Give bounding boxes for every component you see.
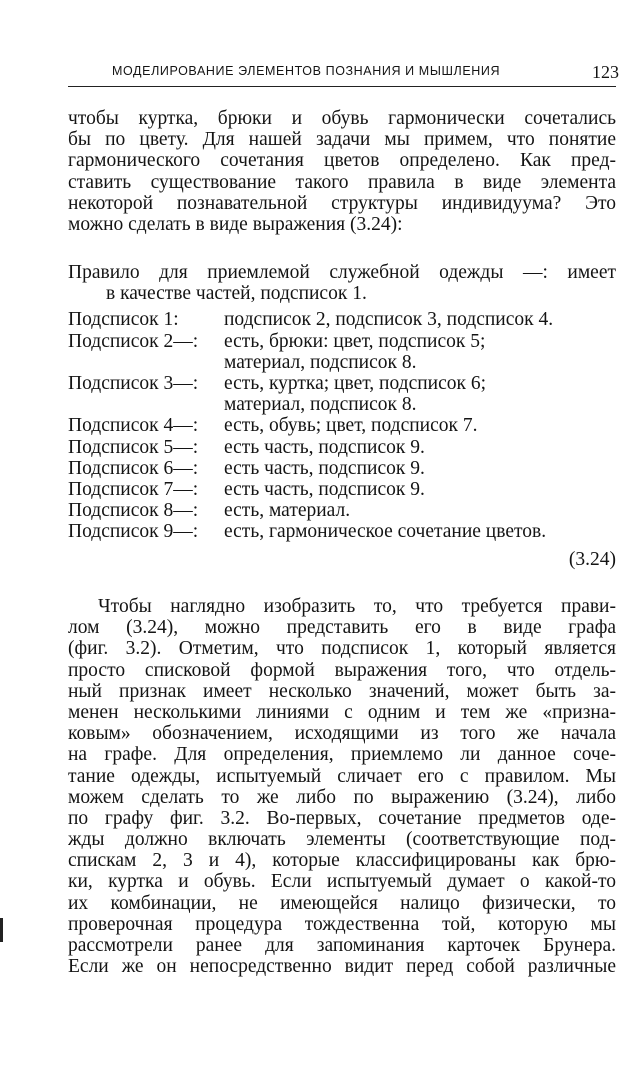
sublist-value: есть, брюки: цвет, подсписок 5;	[224, 330, 486, 352]
text-line: ставить существование такого правила в виде элемента	[68, 171, 616, 193]
sublist-value: есть, материал.	[224, 500, 351, 522]
text-line: рассмотрели ранее для запоминания карточек Брунера.	[68, 935, 616, 956]
sublist-row	[68, 373, 616, 394]
text-line: некоторой познавательной структуры индивидуума? Это	[68, 192, 616, 214]
sublist-label: Подсписок 7—:	[68, 478, 199, 500]
text-line: по графу фиг. 3.2. Во-первых, сочетание предметов оде-	[68, 807, 616, 829]
sublist-label: Подсписок 6—:	[68, 457, 199, 479]
sublist-label: Подсписок 3—:	[68, 372, 199, 394]
text-line: можно сделать в виде выражения (3.24):	[68, 213, 403, 235]
sublist-label: Подсписок 9—:	[68, 521, 199, 543]
running-header	[112, 62, 620, 84]
text-line: их комбинации, не имеющейся налицо физически, то	[68, 892, 616, 914]
text-line: бы по цвету. Для нашей задачи мы примем, что понятие	[68, 129, 616, 151]
text-line: ки, куртка и обувь. Если испытуемый думает о какой-то	[68, 871, 616, 893]
sublist-row	[68, 458, 616, 479]
sublist-value: есть, гармоническое сочетание цветов.	[224, 521, 547, 543]
sublist-value: подсписок 2, подсписок 3, подсписок 4.	[224, 309, 554, 331]
text-line: спискам 2, 3 и 4), которые классифицированы как брю-	[68, 850, 616, 872]
margin-mark	[0, 918, 3, 942]
text-line: жды должно включать элементы (соответствующие под-	[68, 829, 616, 851]
text-line: (фиг. 3.2). Отметим, что подсписок 1, который является	[68, 638, 616, 660]
running-title: МОДЕЛИРОВАНИЕ ЭЛЕМЕНТОВ ПОЗНАНИЯ И МЫШЛЕНИЯ	[112, 64, 501, 78]
sublist-label: Подсписок 1:	[68, 309, 179, 331]
sublist-value: есть часть, подсписок 9.	[224, 436, 425, 458]
text-line: просто списковой формой выражения того, что отдель-	[68, 659, 616, 681]
equation-number: (3.24)	[568, 549, 616, 570]
sublist-label: Подсписок 4—:	[68, 415, 199, 437]
sublist-value: материал, подсписок 8.	[224, 351, 417, 373]
page-number: 123	[592, 62, 619, 82]
sublist-rows	[68, 309, 616, 542]
text-line: ный признак имеет несколько значений, может быть за-	[68, 680, 616, 702]
header-rule	[68, 86, 616, 87]
intro-paragraph	[68, 108, 616, 235]
text-line: ковым» обозначением, исходящими из того же начала	[68, 723, 616, 745]
formula-lead-continuation: в качестве частей, подсписок 1.	[106, 283, 367, 305]
sublist-row	[68, 479, 616, 500]
sublist-value: есть, обувь; цвет, подсписок 7.	[224, 415, 478, 437]
formula-3-24	[68, 262, 616, 542]
text-line: лом (3.24), можно представить его в виде графа	[68, 617, 616, 639]
sublist-row	[68, 521, 616, 542]
sublist-value: есть часть, подсписок 9.	[224, 457, 425, 479]
text-line: чтобы куртка, брюки и обувь гармонически сочетались	[68, 108, 616, 129]
sublist-row	[68, 415, 616, 436]
sublist-value: есть часть, подсписок 9.	[224, 478, 425, 500]
text-line: проверочная процедура тождественна той, которую мы	[68, 913, 616, 935]
text-line: тание одежды, испытуемый сличает его с правилом. Мы	[68, 765, 616, 787]
text-line: гармонического сочетания цветов определено. Как пред-	[68, 150, 616, 172]
text-line: Чтобы наглядно изобразить то, что требуется прави-	[98, 596, 616, 617]
sublist-value: есть, куртка; цвет, подсписок 6;	[224, 372, 487, 394]
sublist-row	[68, 309, 616, 330]
text-line: менен несколькими линиями с одним и тем же «призна-	[68, 701, 616, 723]
sublist-label: Подсписок 5—:	[68, 436, 199, 458]
formula-lead: Правило для приемлемой служебной одежды —: имеет	[68, 262, 616, 283]
sublist-row	[68, 437, 616, 458]
text-line: на графе. Для определения, приемлемо ли данное соче-	[68, 744, 616, 766]
sublist-row	[68, 331, 616, 352]
sublist-label: Подсписок 2—:	[68, 330, 199, 352]
sublist-row	[68, 352, 616, 373]
text-line: можем сделать то же либо по выражению (3.24), либо	[68, 786, 616, 808]
sublist-label: Подсписок 8—:	[68, 500, 199, 522]
sublist-row	[68, 394, 616, 415]
body-paragraph	[68, 596, 616, 977]
text-line: Если же он непосредственно видит перед собой различные	[68, 956, 616, 978]
sublist-row	[68, 500, 616, 521]
sublist-value: материал, подсписок 8.	[224, 394, 417, 416]
